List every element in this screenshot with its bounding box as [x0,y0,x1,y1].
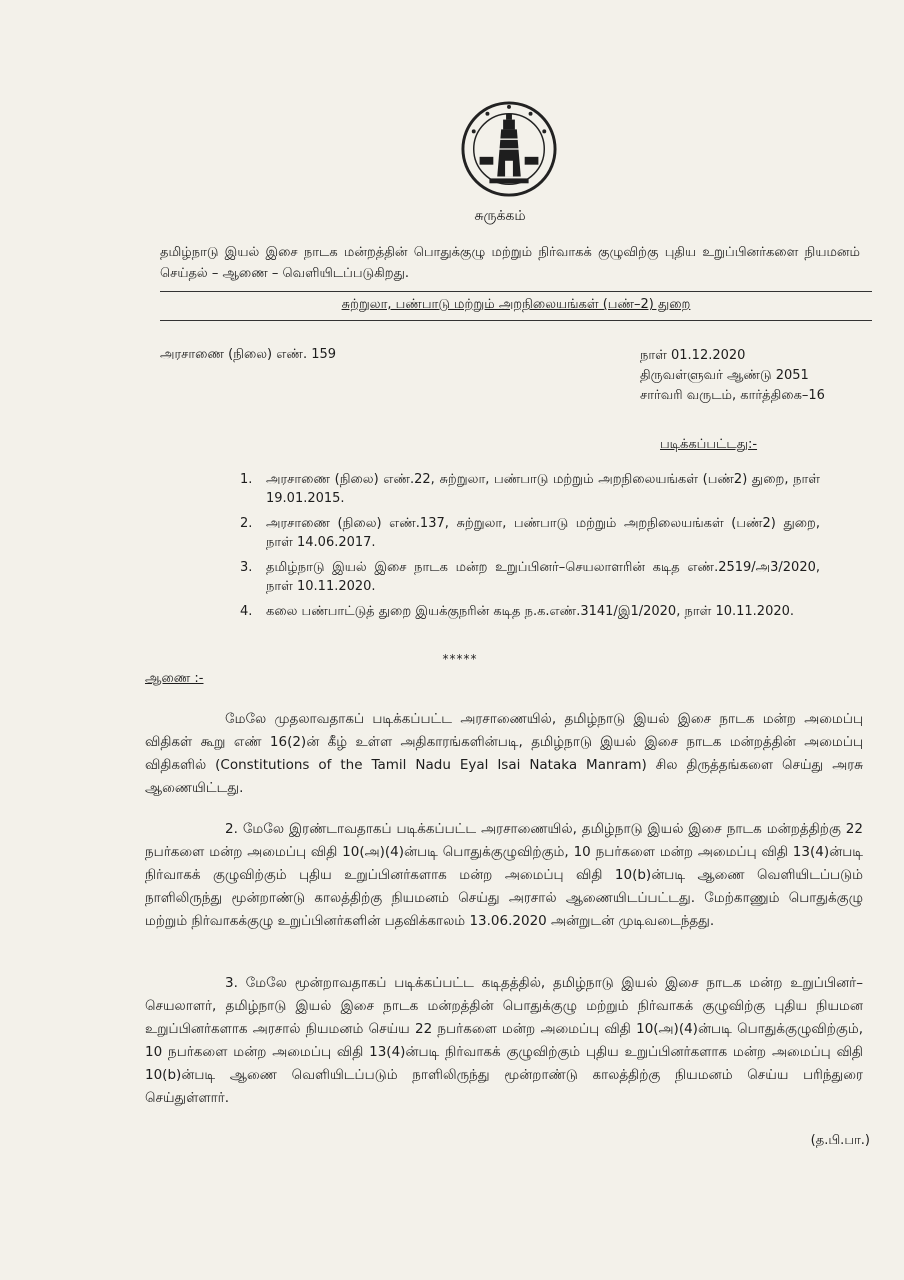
please-turn-over: (த.பி.பா.) [810,1133,870,1148]
references-list [240,470,820,627]
date-block [640,346,880,406]
department-line: சுற்றுலா, பண்பாடு மற்றும் அறநிலையங்கள் (பண்–2) துறை [341,297,691,312]
list-item [240,602,820,621]
emblem-seal-icon [460,100,558,198]
order-paragraph-3 [145,972,863,1110]
reference-number: 4. [240,604,253,619]
section-separator: ***** [442,652,478,666]
read-label: படிக்கப்பட்டது:- [660,437,758,452]
reference-number: 3. [240,560,253,575]
subject-divider [160,291,872,292]
reference-text: அரசாணை (நிலை) எண்.137, சுற்றுலா, பண்பாடு மற்றும் அறநிலையங்கள் (பண்2) துறை, நாள் 14.06.2017. [266,516,820,550]
thiruvalluvar-year: திருவள்ளுவர் ஆண்டு 2051 [640,368,809,383]
reference-text: அரசாணை (நிலை) எண்.22, சுற்றுலா, பண்பாடு மற்றும் அறநிலையங்கள் (பண்2) துறை, நாள் 19.01.2015. [266,472,820,506]
list-item [240,558,820,596]
department-divider [160,320,872,321]
order-paragraph-1 [145,708,863,800]
reference-text: கலை பண்பாட்டுத் துறை இயக்குநரின் கடித ந.க.எண்.3141/இ1/2020, நாள் 10.11.2020. [266,604,795,619]
reference-text: தமிழ்நாடு இயல் இசை நாடக மன்ற உறுப்பினர்–செயலாளரின் கடித எண்.2519/அ3/2020, நாள் 10.11.2020. [266,560,820,594]
reference-number: 1. [240,472,253,487]
tamil-calendar-date: சார்வரி வருடம், கார்த்திகை–16 [640,388,825,403]
order-paragraph-2 [145,818,863,933]
go-date: நாள் 01.12.2020 [640,348,746,363]
subject-text: தமிழ்நாடு இயல் இசை நாடக மன்றத்தின் பொதுக்குழு மற்றும் நிர்வாகக் குழுவிற்கு புதிய உறுப்பினர்களை நியமனம் செய்தல் – ஆணை – வெளியிடப்படுகிறது. [160,245,860,281]
reference-number: 2. [240,516,253,531]
abstract-label: சுருக்கம் [474,208,526,224]
paragraph-text: 2. மேலே இரண்டாவதாகப் படிக்கப்பட்ட அரசாணையில், தமிழ்நாடு இயல் இசை நாடக மன்றத்திற்கு 22 நபர்களை மன்ற அமைப்பு விதி 10(அ)(4)ன்படி பொதுக்குழுவிற்கும், 10 நபர்களை மன்ற அமைப்பு விதி 13(4)ன்படி நிர்வாகக் குழுவிற்கும் புதிய உறுப்பினர்களாக மன்ற அமைப்பு விதி 10(b)ன்படி ஆணை வெளியிடப்படும் நாளிலிருந்து மூன்றாண்டு காலத்திற்கு நியமனம் செய்து அரசால் ஆணையிடப்பட்டது. மேற்காணும் பொதுக்குழு மற்றும் நிர்வாகக்குழு உறுப்பினர்களின் பதவிக்காலம் 13.06.2020 அன்றுடன் முடிவடைந்தது. [145,821,863,929]
list-item [240,514,820,552]
list-item [240,470,820,508]
order-label: ஆணை :- [145,671,204,686]
paragraph-text: 3. மேலே மூன்றாவதாகப் படிக்கப்பட்ட கடிதத்தில், தமிழ்நாடு இயல் இசை நாடக மன்ற உறுப்பினர்–செயலாளர், தமிழ்நாடு இயல் இசை நாடக மன்றத்தின் பொதுக்குழு மற்றும் நிர்வாகக் குழுவிற்கு புதிய நியமன உறுப்பினர்களாக அரசால் நியமனம் செய்ய 22 நபர்களை மன்ற அமைப்பு விதி 10(அ)(4)ன்படி பொதுக்குழுவிற்கும், 10 நபர்களை மன்ற அமைப்பு விதி 13(4)ன்படி நிர்வாகக் குழுவிற்கும் புதிய உறுப்பினர்களாக மன்ற அமைப்பு விதி 10(b)ன்படி ஆணை வெளியிடப்படும் நாளிலிருந்து மூன்றாண்டு காலத்திற்கு நியமனம் செய்ய பரிந்துரை செய்துள்ளார். [145,975,863,1106]
go-number: அரசாணை (நிலை) எண். 159 [160,347,337,362]
paragraph-text: மேலே முதலாவதாகப் படிக்கப்பட்ட அரசாணையில், தமிழ்நாடு இயல் இசை நாடக மன்ற அமைப்பு விதிகள் கூறு எண் 16(2)ன் கீழ் உள்ள அதிகாரங்களின்படி, தமிழ்நாடு இயல் இசை நாடக மன்றத்தின் அமைப்பு விதிகளில் (Constitutions of the Tamil Nadu Eyal Isai Nataka Manram) சில திருத்தங்களை செய்து அரசு ஆணையிட்டது. [145,711,863,796]
